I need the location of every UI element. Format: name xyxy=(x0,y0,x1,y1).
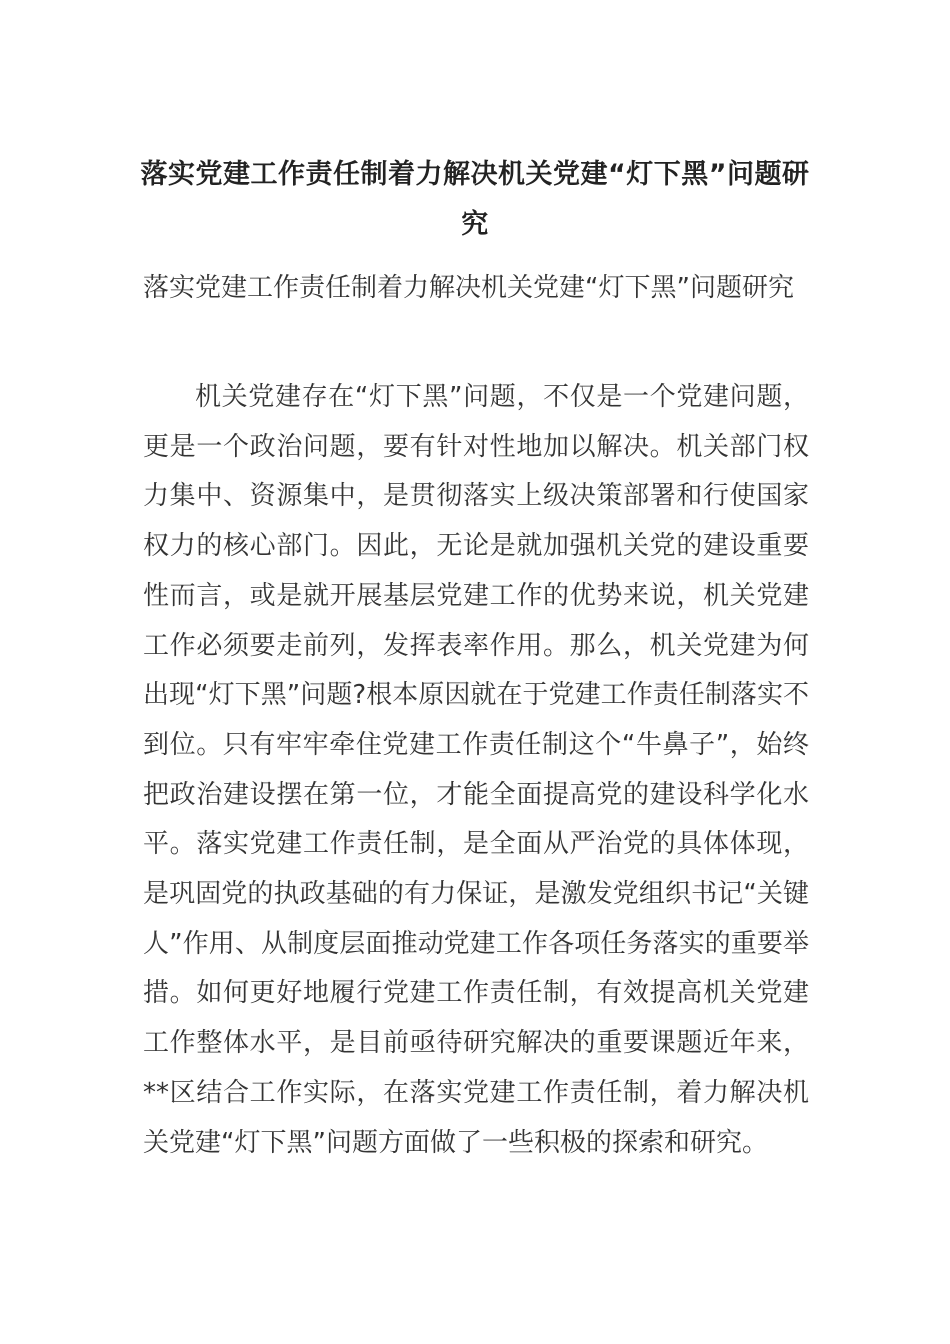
document-title: 落实党建工作责任制着力解决机关党建“灯下黑”问题研究 xyxy=(140,159,810,240)
body-paragraph: 机关党建存在“灯下黑”问题，不仅是一个党建问题，更是一个政治问题，要有针对性地加以解决。机关部门权力集中、资源集中，是贯彻落实上级决策部署和行使国家权力的核心部门。因此，无论是就加强机关党的建设重要性而言，或是就开展基层党建工作的优势来说，机关党建工作必须要走前列，发挥表率作用。那么，机关党建为何出现“灯下黑”问题?根本原因就在于党建工作责任制落实不到位。只有牢牢牵住党建工作责任制这个“牛鼻子”，始终把政治建设摆在第一位，才能全面提高党的建设科学化水平。落实党建工作责任制，是全面从严治党的具体体现，是巩固党的执政基础的有力保证，是激发党组织书记“关键人”作用、从制度层面推动党建工作各项任务落实的重要举措。如何更好地履行党建工作责任制，有效提高机关党建工作整体水平，是目前亟待研究解决的重要课题近年来，**区结合工作实际，在落实党建工作责任制，着力解决机关党建“灯下黑”问题方面做了一些积极的探索和研究。 xyxy=(143,382,809,1158)
document-subheading: 落实党建工作责任制着力解决机关党建“灯下黑”问题研究 xyxy=(143,273,794,303)
